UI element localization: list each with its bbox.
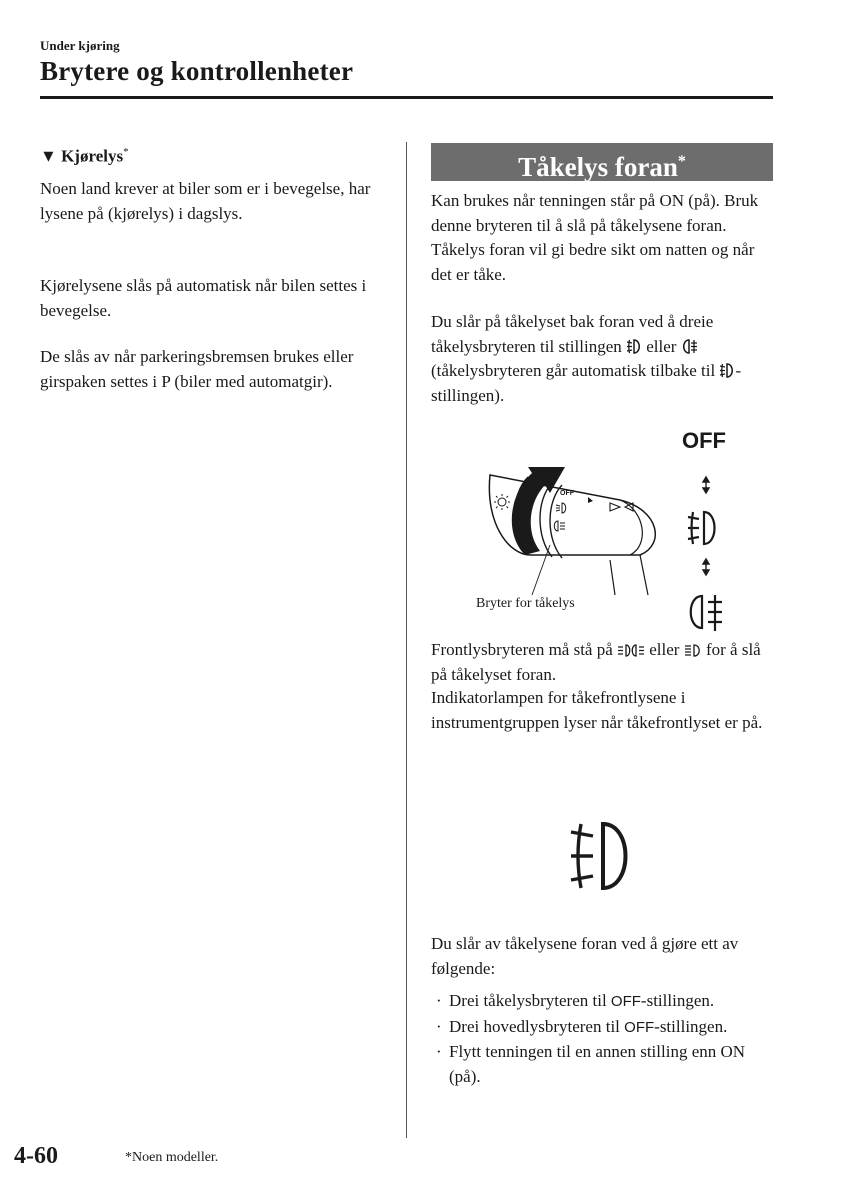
fog-p2-text-a: Du slår på tåkelyset bak foran ved å dreie tåkelysbryteren til stillingen [431,312,714,356]
updown-arrow-icon [703,477,709,493]
banner-title: Tåkelys foran [518,152,678,182]
bullet-dot: · [436,1042,442,1061]
off-word: OFF [610,993,641,1010]
figure-caption: Bryter for tåkelys [476,596,575,611]
off-word: OFF [624,1018,655,1036]
list-item [431,989,776,1015]
bullet-dot: · [436,1016,442,1036]
fog-paragraph-1: Kan brukes når tenningen står på ON (på). Bruk denne bryteren til å slå på tåkelysene foran. Tåkelys foran vil gi bedre sikt om natten og når det er tåke. [431,191,759,284]
column-divider [406,142,407,1138]
bullet-text: Drei hovedlysbryteren til [449,1016,625,1036]
fog-p3-text-b: eller [649,640,680,659]
section-label: Under kjøring [40,38,120,53]
banner-footnote-mark: * [677,153,686,170]
fog-indicator-icon [565,818,637,894]
bullet-dot: · [436,991,442,1010]
drl-paragraph-1: Noen land krever at biler som er i bevegelse, har lysene på (kjørelys) i dagslys. [40,179,371,223]
front-fog-lights-banner [431,143,773,181]
front-fog-lamp-icon [626,338,642,355]
rear-fog-lamp-icon [681,338,699,355]
bullet-text: Drei tåkelysbryteren til [449,991,611,1010]
fog-p2-text-c: (tåkelysbryteren går automatisk tilbake til [431,361,716,380]
headlight-icon [684,643,702,658]
stalk-off-text: OFF [560,490,574,497]
fog-light-switch-illustration [470,455,670,600]
page-title: Brytere og kontrollenheter [40,56,354,86]
front-fog-lamp-icon [688,512,715,544]
page-number: 4-60 [14,1143,58,1169]
stalk-auto-text: AUTO [514,499,531,505]
fog-p3-text-c: for å slå på tåkelyset foran. [431,640,761,684]
fog-paragraph-2 [431,310,776,408]
stalk-base [610,555,648,595]
bullet-text-end: -stillingen. [654,1016,728,1036]
fog-paragraph-3 [431,638,776,687]
rear-fog-lamp-icon [691,595,722,631]
drl-paragraph-3: De slås av når parkeringsbremsen brukes eller girspaken settes i P (biler med automatgir). [40,347,354,391]
turn-off-steps-list [431,989,776,1089]
fog-p3-text-a: Frontlysbryteren må stå på [431,640,613,659]
fog-p2-text-b: eller [646,336,677,356]
fog-paragraph-4: Indikatorlampen for tåkefrontlysene i instrumentgruppen lyser når tåkefrontlyset er på. [431,688,763,732]
parking-lights-icon [617,643,645,658]
bullet-text-end: -stillingen. [640,991,715,1010]
fog-paragraph-5: Du slår av tåkelysene foran ved å gjøre ett av følgende: [431,934,739,978]
footnote: *Noen modeller. [125,1150,219,1165]
heading-footnote-mark: * [123,146,129,158]
title-rule [40,96,773,99]
switch-position-diagram [680,474,730,634]
bullet-text: Flytt tenningen til en annen stilling enn ON (på). [449,1042,746,1086]
list-item [431,1040,776,1089]
updown-arrow-icon [703,559,709,575]
off-position-label: OFF [682,428,726,453]
front-fog-lamp-icon [719,362,735,379]
fog-p2-text-d: -stillingen). [431,361,742,405]
stalk-o-text: O [524,481,529,487]
daytime-running-lights-heading [40,146,129,167]
list-item [431,1015,776,1041]
heading-text: ▼ Kjørelys [40,146,124,166]
drl-paragraph-2: Kjørelysene slås på automatisk når bilen settes i bevegelse. [40,276,367,320]
